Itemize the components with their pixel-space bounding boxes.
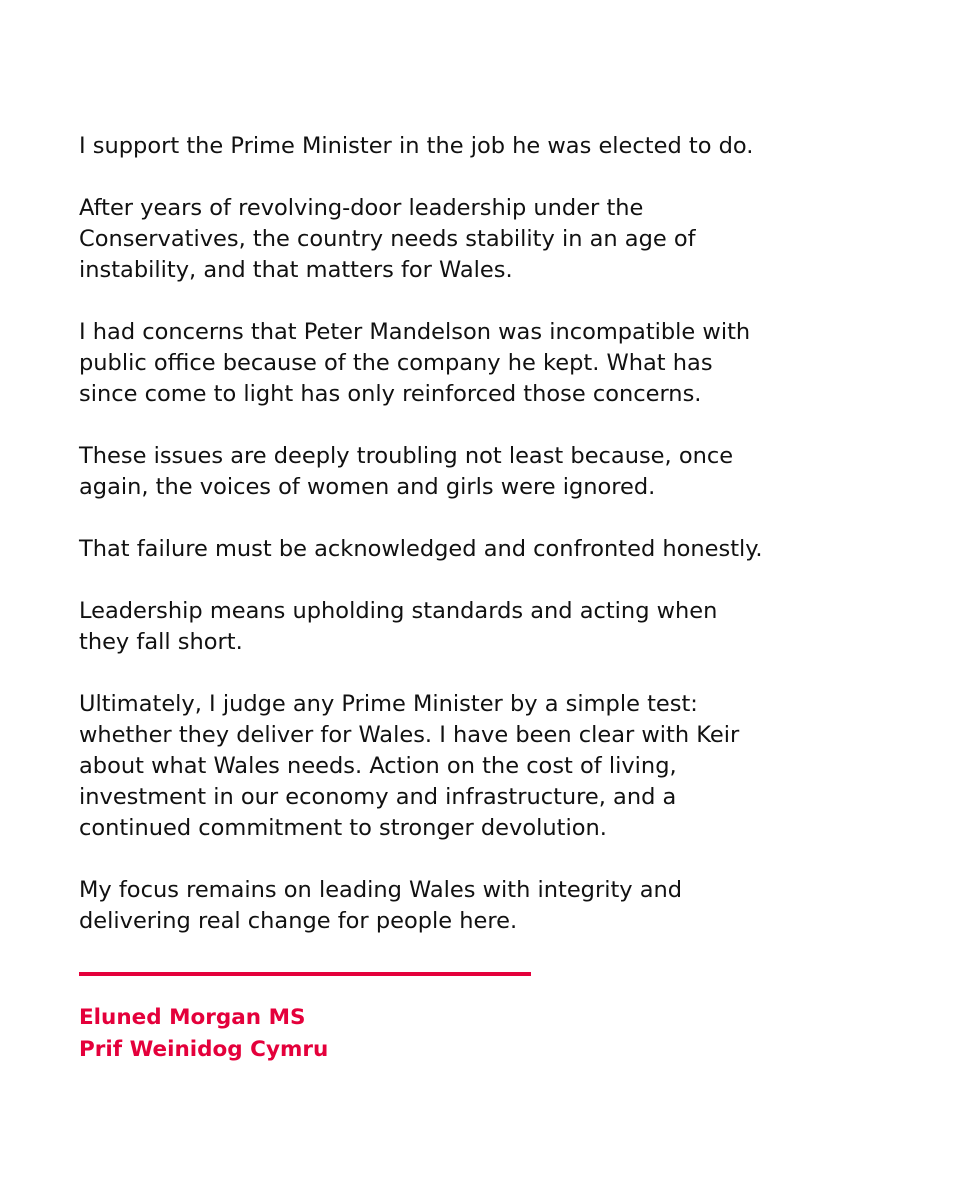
statement-paragraph-5: That failure must be acknowledged and confronted honestly. <box>79 536 763 562</box>
statement-paragraph-8: My focus remains on leading Wales with integrity and delivering real change for people here. <box>79 877 683 934</box>
statement-paragraph-4: These issues are deeply troubling not least because, once again, the voices of women and girls were ignored. <box>79 443 734 500</box>
signature-block <box>79 1002 328 1066</box>
statement-paragraph-7: Ultimately, I judge any Prime Minister by a simple test: whether they deliver for Wales. I have been clear with Keir about what Wales needs. Action on the cost of living, investment in our economy and infrastructure, and a continued commitment to stronger devolution. <box>79 691 740 841</box>
statement-paragraph-1: I support the Prime Minister in the job he was elected to do. <box>79 133 754 159</box>
statement-paragraph-3: I had concerns that Peter Mandelson was incompatible with public office because of the company he kept. What has since come to light has only reinforced those concerns. <box>79 319 751 407</box>
signature-name: Eluned Morgan MS <box>79 1005 306 1030</box>
statement-body <box>79 131 899 937</box>
signature-divider <box>79 972 531 976</box>
statement-paragraph-6: Leadership means upholding standards and acting when they fall short. <box>79 598 718 655</box>
statement-paragraph-2: After years of revolving-door leadership under the Conservatives, the country needs stability in an age of instability, and that matters for Wales. <box>79 195 696 283</box>
signature-title: Prif Weinidog Cymru <box>79 1037 329 1062</box>
